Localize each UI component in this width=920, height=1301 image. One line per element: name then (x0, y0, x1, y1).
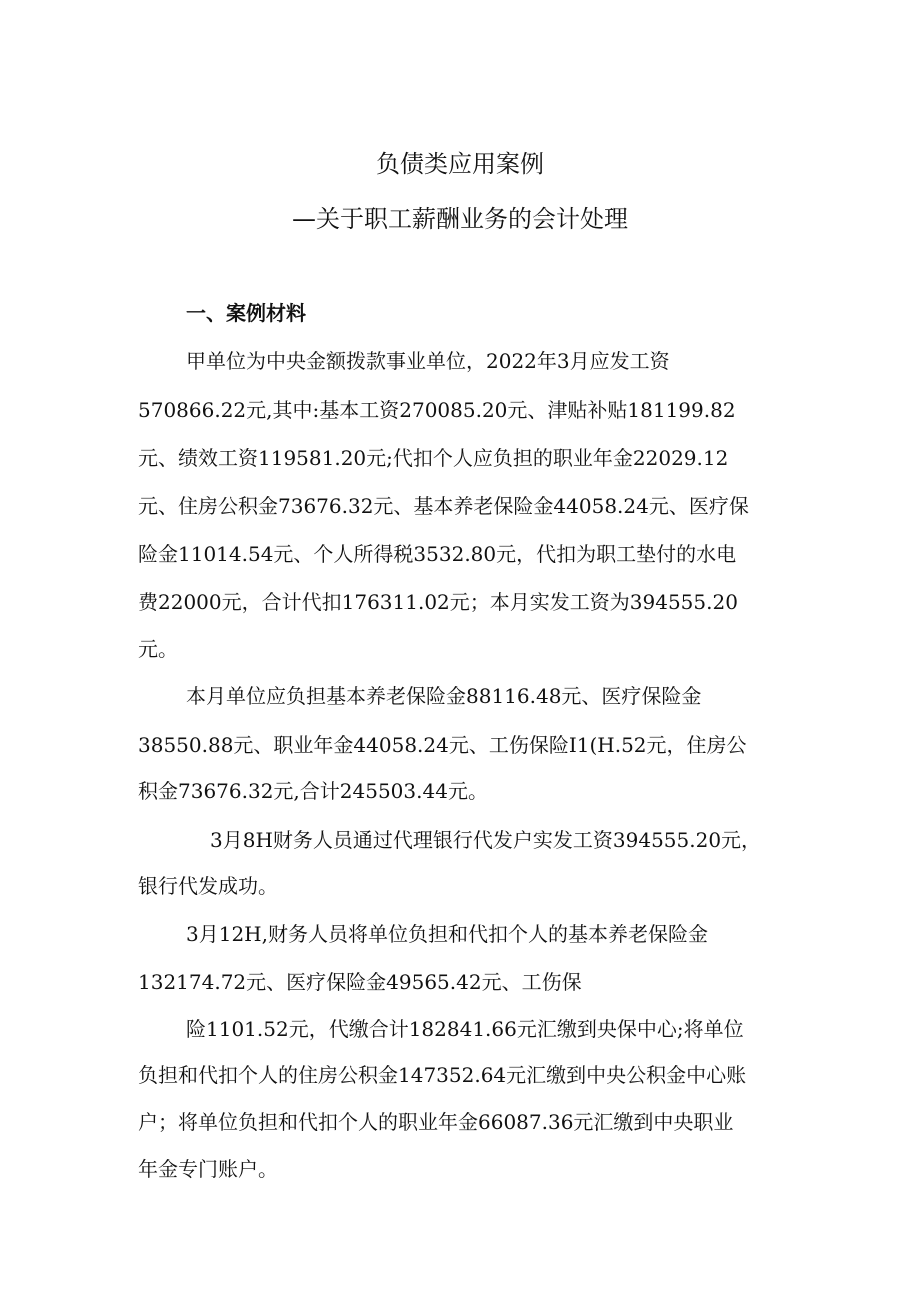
paragraph-2-line-1: 本月单位应负担基本养老保险金88116.48元、医疗保险金 (186, 684, 702, 708)
paragraph-1-line-7: 元。 (138, 637, 178, 661)
paragraph-2-line-3: 积金73676.32元,合计245503.44元。 (138, 779, 488, 803)
paragraph-2-line-2: 38550.88元、职业年金44058.24元、工伤保险I1(H.52元，住房公 (138, 733, 747, 757)
paragraph-4-line-2: 132174.72元、医疗保险金49565.42元、工伤保 (138, 970, 582, 994)
paragraph-4-line-5: 户；将单位负担和代扣个人的职业年金66087.36元汇缴到中央职业 (138, 1110, 734, 1134)
document-subtitle: —关于职工薪酬业务的会计处理 (292, 205, 628, 233)
document-title: 负债类应用案例 (376, 150, 544, 178)
paragraph-1-line-5: 险金11014.54元、个人所得税3532.80元，代扣为职工垫付的水电 (138, 542, 737, 566)
paragraph-4-line-1: 3月12H,财务人员将单位负担和代扣个人的基本养老保险金 (186, 922, 708, 946)
paragraph-1-line-6: 费22000元，合计代扣176311.02元；本月实发工资为394555.20 (138, 590, 738, 614)
paragraph-3-line-1: 3月8H财务人员通过代理银行代发户实发工资394555.20元， (210, 828, 762, 852)
paragraph-1-line-3: 元、绩效工资119581.20元;代扣个人应负担的职业年金22029.12 (138, 446, 729, 470)
paragraph-4-line-4: 负担和代扣个人的住房公积金147352.64元汇缴到中央公积金中心账 (138, 1063, 747, 1087)
paragraph-1-line-1: 甲单位为中央金额拨款事业单位，2022年3月应发工资 (186, 349, 670, 373)
paragraph-3-line-2: 银行代发成功。 (138, 874, 278, 898)
paragraph-4-line-6: 年金专门账户。 (138, 1157, 278, 1181)
paragraph-1-line-4: 元、住房公积金73676.32元、基本养老保险金44058.24元、医疗保 (138, 494, 749, 518)
paragraph-4-line-3: 险1101.52元，代缴合计182841.66元汇缴到央保中心;将单位 (186, 1017, 744, 1041)
paragraph-1-line-2: 570866.22元,其中:基本工资270085.20元、津贴补贴181199.82 (138, 398, 736, 422)
section-heading: 一、案例材料 (186, 301, 306, 325)
